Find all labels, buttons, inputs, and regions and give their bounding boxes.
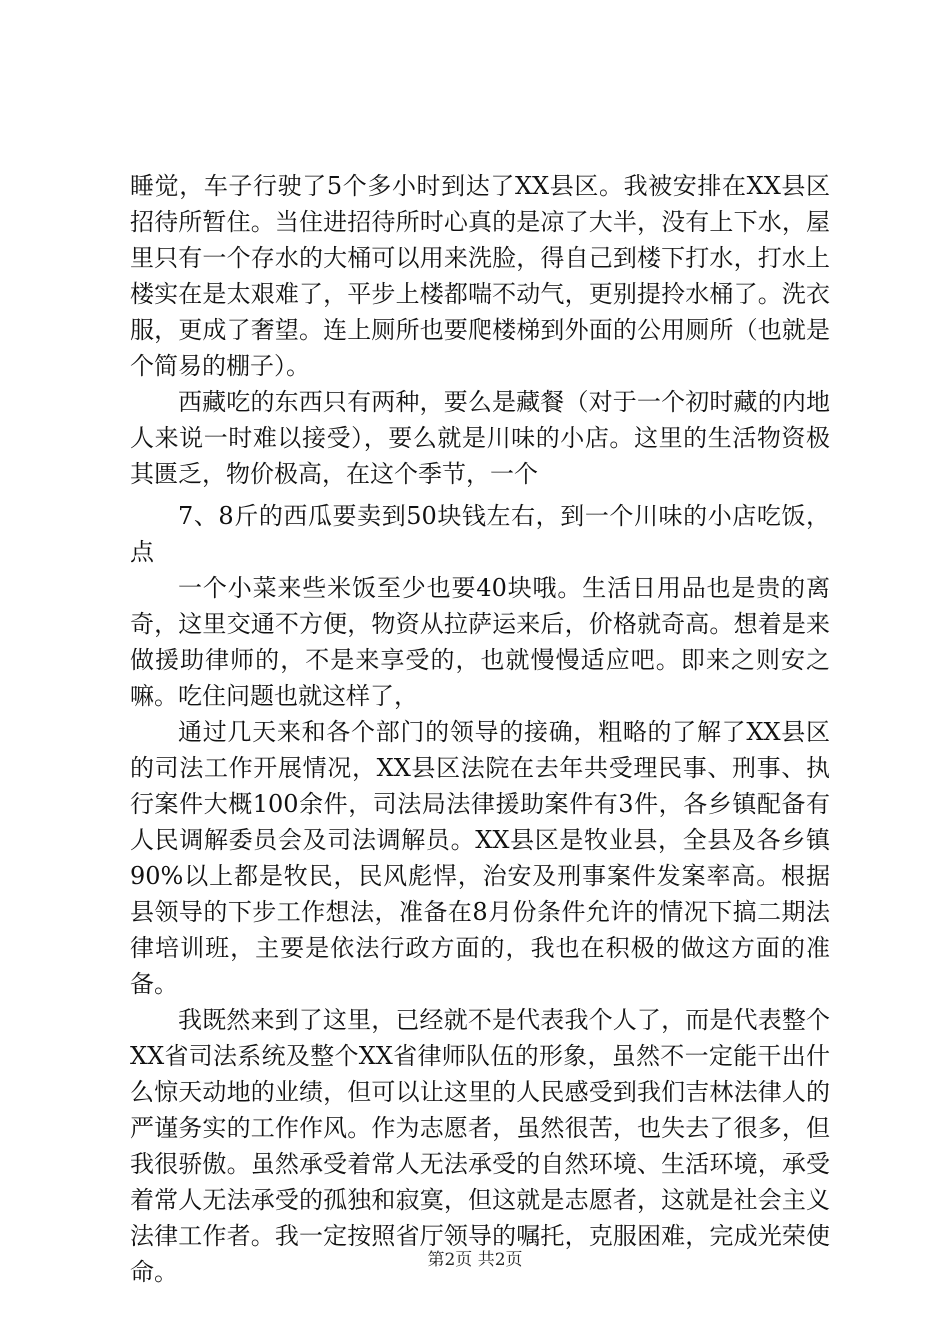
paragraph-4: 一个小菜来些米饭至少也要40块哦。生活日用品也是贵的离奇，这里交通不方便，物资从拉萨运来后，价格就奇高。想着是来做援助律师的，不是来享受的，也就慢慢适应吧。即来之则安之嘛。吃住问题也就这样了， — [130, 574, 830, 710]
paragraph-5: 通过几天来和各个部门的领导的接确，粗略的了解了XX县区的司法工作开展情况，XX县区法院在去年共受理民事、刑事、执行案件大概100余件，司法局法律援助案件有3件，各乡镇配备有人民调解委员会及司法调解员。XX县区是牧业县，全县及各乡镇90%以上都是牧民，民风彪悍，治安及刑事案件发案率高。根据县领导的下步工作想法，准备在8月份条件允许的情况下搞二期法律培训班，主要是依法行政方面的，我也在积极的做这方面的准备。 — [130, 718, 830, 998]
paragraph-3: 7、8斤的西瓜要卖到50块钱左右，到一个川味的小店吃饭，点 — [130, 502, 830, 566]
paragraph-6: 我既然来到了这里，已经就不是代表我个人了，而是代表整个XX省司法系统及整个XX省律师队伍的形象，虽然不一定能干出什么惊天动地的业绩，但可以让这里的人民感受到我们吉林法律人的严谨务实的工作作风。作为志愿者，虽然很苦，也失去了很多，但我很骄傲。虽然承受着常人无法承受的自然环境、生活环境，承受着常人无法承受的孤独和寂寞，但这就是志愿者，这就是社会主义法律工作者。我一定按照省厅领导的嘱托，克服困难，完成光荣使命。 — [130, 1006, 830, 1286]
paragraph-2: 西藏吃的东西只有两种，要么是藏餐（对于一个初时藏的内地人来说一时难以接受），要么就是川味的小店。这里的生活物资极其匮乏，物价极高，在这个季节，一个 — [130, 388, 830, 488]
document-body — [130, 168, 830, 1290]
page-number-footer: 第2页 共2页 — [427, 1250, 523, 1270]
paragraph-1: 睡觉，车子行驶了5个多小时到达了XX县区。我被安排在XX县区招待所暂住。当住进招待所时心真的是凉了大半，没有上下水，屋里只有一个存水的大桶可以用来洗脸，得自己到楼下打水，打水上楼实在是太艰难了，平步上楼都喘不动气，更别提拎水桶了。洗衣服，更成了奢望。连上厕所也要爬楼梯到外面的公用厕所（也就是个简易的棚子）。 — [130, 172, 830, 380]
